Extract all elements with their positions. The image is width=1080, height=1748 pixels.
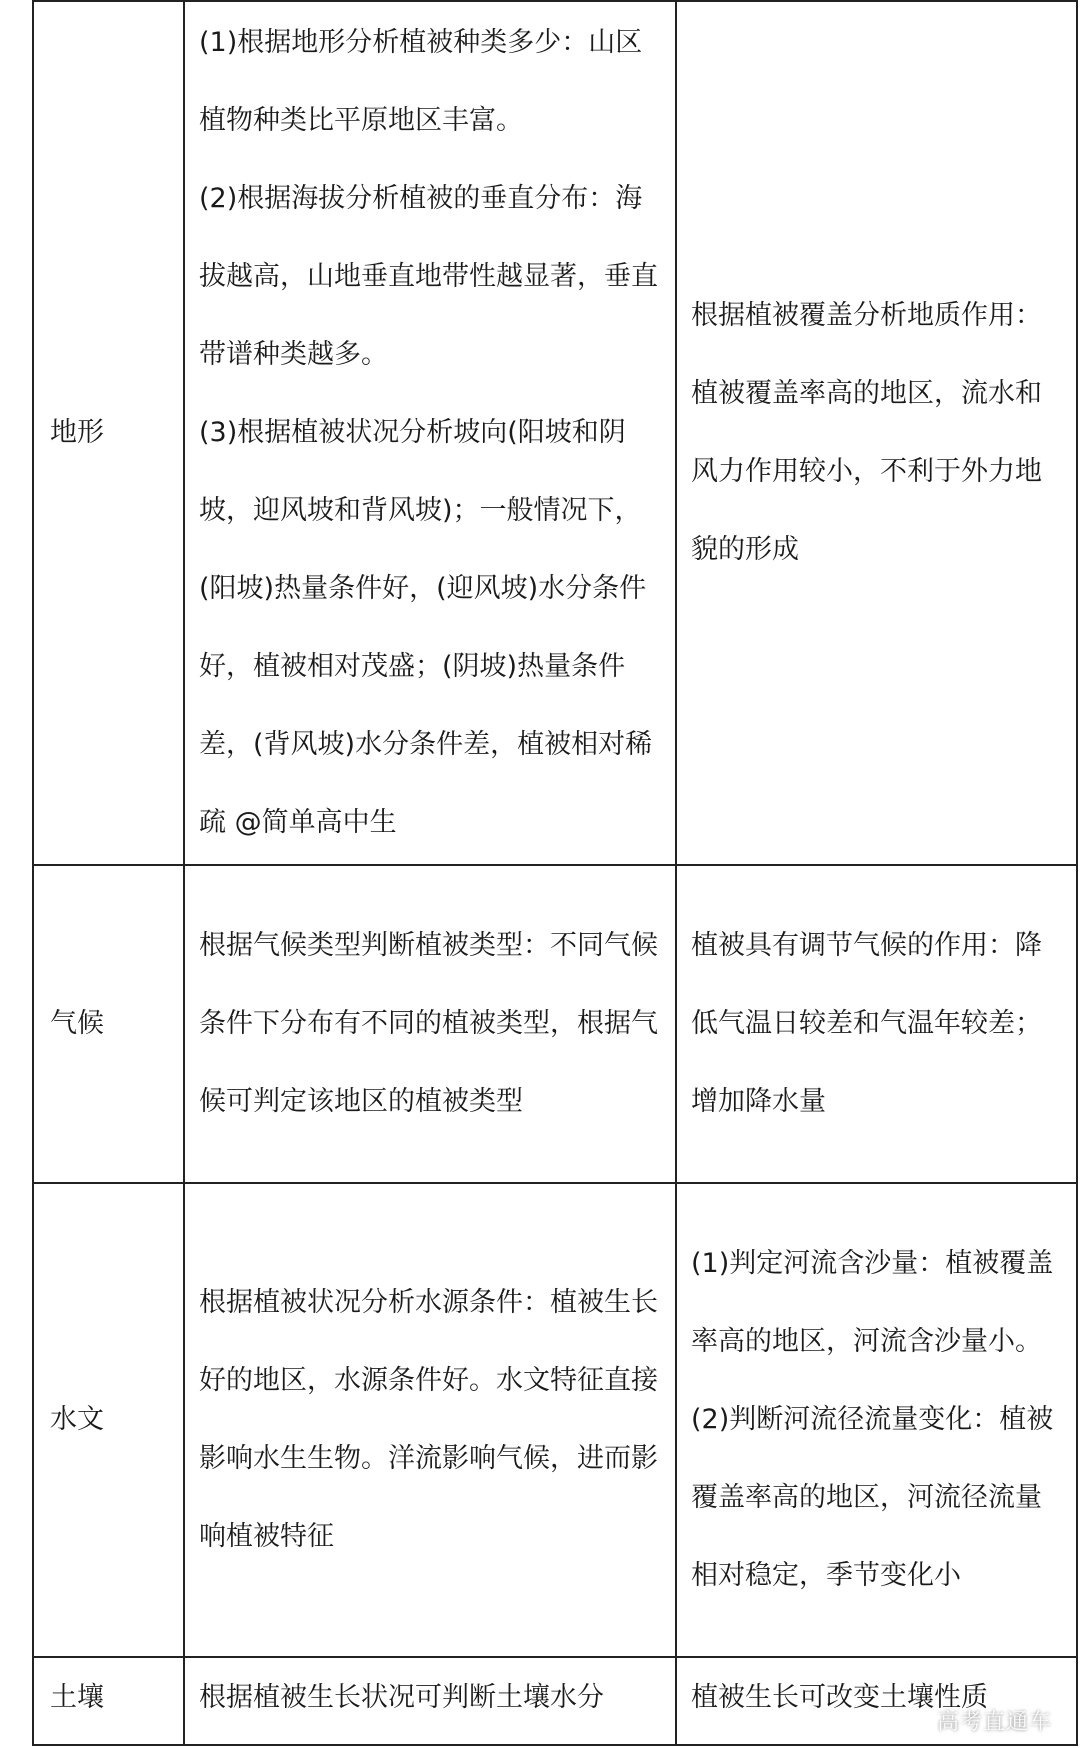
- terrain-analysis-item: (2)根据海拔分析植被的垂直分布：海拔越高，山地垂直地带性越显著，垂直带谱种类越多。: [199, 183, 658, 370]
- climate-effect-cell: [676, 865, 1077, 1183]
- hydrology-analysis-item: 根据植被状况分析水源条件：植被生长好的地区，水源条件好。水文特征直接影响水生生物。洋流影响气候，进而影响植被特征: [199, 1287, 658, 1552]
- watermark: 高考直通车: [936, 1710, 1052, 1735]
- hydrology-effect-item: (1)判定河流含沙量：植被覆盖率高的地区，河流含沙量小。: [691, 1248, 1054, 1357]
- table-row-terrain: [33, 1, 1077, 865]
- soil-analysis-item: 根据植被生长状况可判断土壤水分: [199, 1682, 604, 1713]
- table-row-hydrology: [33, 1183, 1077, 1657]
- row-label-climate: 气候: [33, 865, 184, 1183]
- row-label-soil: 土壤: [33, 1657, 184, 1745]
- table-row-climate: [33, 865, 1077, 1183]
- hydrology-effect-item: (2)判断河流径流量变化：植被覆盖率高的地区，河流径流量相对稳定，季节变化小: [691, 1404, 1054, 1591]
- soil-analysis-cell: [184, 1657, 676, 1745]
- terrain-analysis-item: (1)根据地形分析植被种类多少：山区植物种类比平原地区丰富。: [199, 27, 643, 136]
- factor-table-container: [32, 0, 1076, 1746]
- factor-table: [32, 0, 1078, 1746]
- climate-analysis-cell: [184, 865, 676, 1183]
- hydrology-analysis-cell: [184, 1183, 676, 1657]
- hydrology-effect-cell: [676, 1183, 1077, 1657]
- table-row-soil: [33, 1657, 1077, 1745]
- terrain-effect-cell: [676, 1, 1077, 865]
- row-label-hydrology: 水文: [33, 1183, 184, 1657]
- soil-effect-item: 植被生长可改变土壤性质: [691, 1682, 988, 1713]
- climate-effect-item: 植被具有调节气候的作用：降低气温日较差和气温年较差；增加降水量: [691, 930, 1042, 1117]
- terrain-effect-item: 根据植被覆盖分析地质作用：植被覆盖率高的地区，流水和风力作用较小，不利于外力地貌的形成: [691, 300, 1042, 565]
- terrain-analysis-cell: [184, 1, 676, 865]
- row-label-terrain: 地形: [33, 1, 184, 865]
- climate-analysis-item: 根据气候类型判断植被类型：不同气候条件下分布有不同的植被类型，根据气候可判定该地区的植被类型: [199, 930, 658, 1117]
- terrain-analysis-item: (3)根据植被状况分析坡向(阳坡和阴坡，迎风坡和背风坡)；一般情况下，(阳坡)热量条件好，(迎风坡)水分条件好，植被相对茂盛；(阴坡)热量条件差，(背风坡)水分条件差，植被相对稀疏 @简单高中生: [199, 417, 653, 838]
